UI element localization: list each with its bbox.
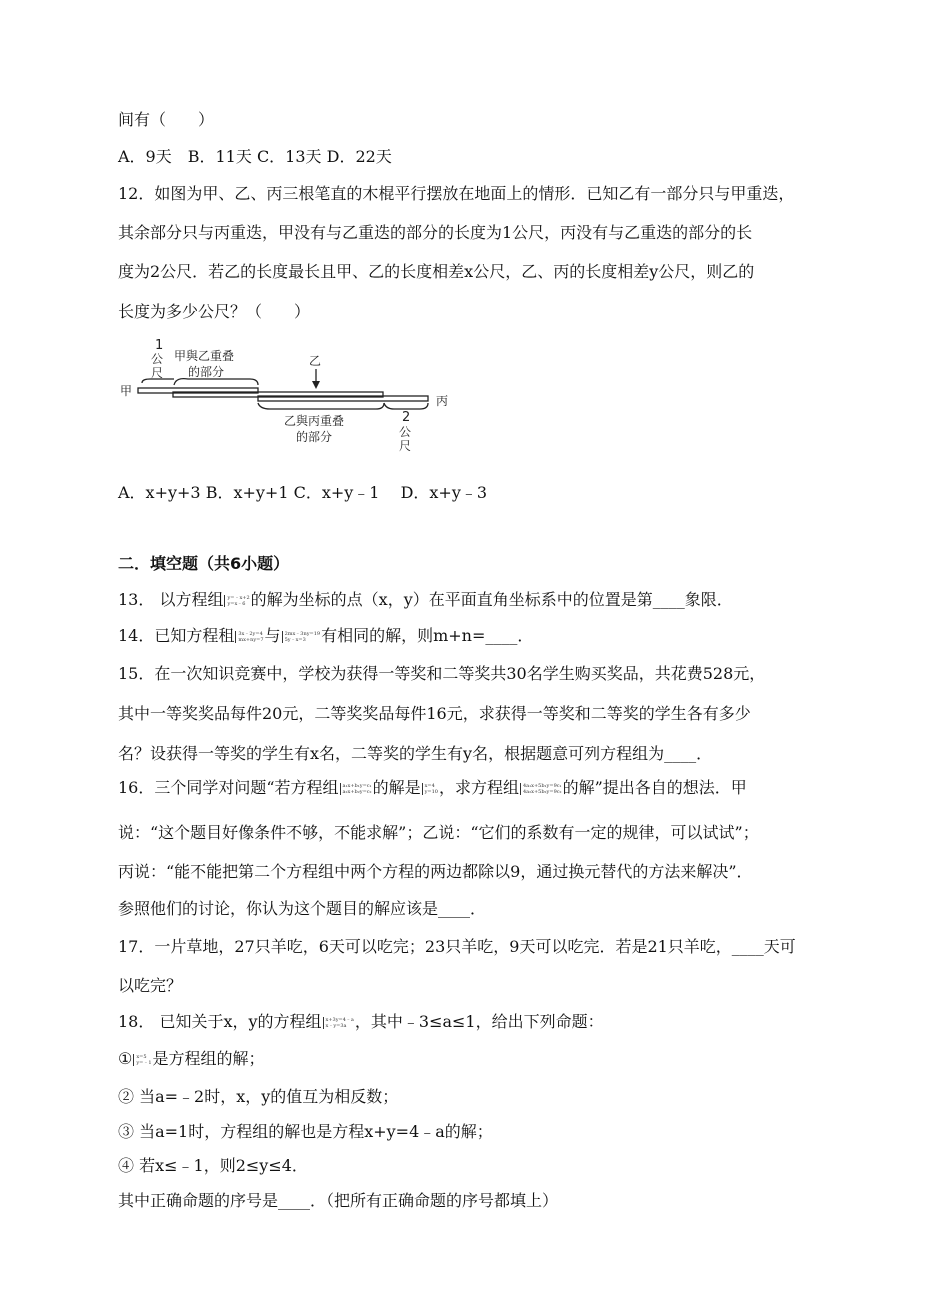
label-jy-overlap-1: 甲與乙重叠 <box>174 349 235 363</box>
q18-post: ，其中﹣3≤a≤1，给出下列命题： <box>354 1012 604 1031</box>
q18-pre: 18． 已知关于x，y的方程组 <box>118 1012 322 1031</box>
q18-eq2: x﹣y=3a <box>325 1022 347 1029</box>
q12-line2: 其余部分只与丙重迭，甲没有与乙重迭的部分的长度为1公尺，丙没有与乙重迭的部分的长 <box>118 223 753 242</box>
q12-options: A．x+y+3 B．x+y+1 C．x+y﹣1 D．x+y﹣3 <box>118 483 488 502</box>
q11-options: A．9天 B．11天 C．13天 D．22天 <box>118 147 392 166</box>
label-jia: 甲 <box>120 384 133 398</box>
q12-figure <box>118 335 463 455</box>
q16-post: 的解”提出各自的想法．甲 <box>562 778 747 797</box>
label-two: 2 <box>402 410 411 425</box>
q16-mid1: 的解是 <box>372 778 421 797</box>
q12-line4: 长度为多少公尺？（ ） <box>118 302 311 321</box>
q16-system3 <box>520 783 562 795</box>
q14-sys1-eq2: mx+ny=7 <box>238 636 264 643</box>
label-jy-overlap-2: 的部分 <box>188 365 225 379</box>
section-heading: 二．填空题（共6小题） <box>118 554 290 573</box>
q18-item1-system <box>133 1054 151 1066</box>
q16-sys1-eq1: a₁x+b₁y=c₁ <box>342 782 372 789</box>
q17-line1: 17．一片草地，27只羊吃，6天可以吃完；23只羊吃，9天可以吃完．若是21只羊吃，____天可 <box>118 937 796 956</box>
q16-sys3-eq2: 4a₂x+5b₂y=9c₂ <box>523 788 562 795</box>
q18-item2: ② 当a=﹣2时，x，y的值互为相反数； <box>118 1087 399 1106</box>
q14-sys2-eq1: 2mx﹣3ny=19 <box>284 630 321 637</box>
q12-line3: 度为2公尺．若乙的长度最长且甲、乙的长度相差x公尺，乙、丙的长度相差y公尺，则乙的 <box>118 262 755 281</box>
q14-system1 <box>235 631 263 643</box>
q17-line2: 以吃完？ <box>118 976 183 995</box>
q16-system2 <box>422 783 438 795</box>
q14-pre: 14．已知方程租 <box>118 626 235 645</box>
q11-tail: 间有（ ） <box>118 110 215 129</box>
label-one: 1 <box>155 338 164 353</box>
label-yi: 乙 <box>309 354 322 368</box>
q18-answer: 其中正确命题的序号是____．（把所有正确命题的序号都填上） <box>118 1191 559 1210</box>
q16-line4: 参照他们的讨论，你认为这个题目的解应该是____． <box>118 899 487 918</box>
q18-item1-eq2: y=﹣1 <box>136 1059 152 1066</box>
q16-line1 <box>118 777 747 799</box>
q18-item1-pre: ① <box>118 1049 133 1068</box>
q13-system <box>224 595 249 607</box>
q18-item1-eq1: x=5 <box>136 1053 147 1060</box>
q16-sys3-eq1: 4a₁x+5b₁y=9c₁ <box>523 782 562 789</box>
brace-jy <box>174 379 258 385</box>
q15-line2: 其中一等奖奖品每件20元，二等奖奖品每件16元，求获得一等奖和二等奖的学生各有多少 <box>118 704 751 723</box>
q18-system <box>323 1017 354 1029</box>
q18-stem <box>118 1011 604 1033</box>
q16-sys2-eq1: x=4 <box>424 782 435 789</box>
q14-sys1-eq1: 3x﹣2y=4 <box>238 630 263 637</box>
label-bing: 丙 <box>436 394 449 408</box>
q16-system1 <box>340 783 372 795</box>
q14-post: 有相同的解，则m+n=____． <box>321 626 534 645</box>
q16-sys2-eq2: y=10 <box>424 788 438 795</box>
q12-line1: 12．如图为甲、乙、丙三根笔直的木棍平行摆放在地面上的情形．已知乙有一部分只与甲重迭， <box>118 184 795 203</box>
q16-line3: 丙说：“能不能把第二个方程组中两个方程的两边都除以9，通过换元替代的方法来解决”． <box>118 862 753 881</box>
arrow-yi-head <box>312 381 320 389</box>
q15-line3: 名？设获得一等奖的学生有x名，二等奖的学生有y名，根据题意可列方程组为____． <box>118 744 713 763</box>
q15-line1: 15．在一次知识竞赛中，学校为获得一等奖和二等奖共30名学生购买奖品，共花费528元， <box>118 664 766 683</box>
q16-pre: 16．三个同学对问题“若方程组 <box>118 778 339 797</box>
label-yb-overlap-1: 乙與丙重叠 <box>284 414 345 428</box>
q13-eq1: y=﹣x+2 <box>227 594 250 601</box>
q16-line2: 说：“这个题目好像条件不够，不能求解”；乙说：“它们的系数有一定的规律，可以试试”； <box>118 823 759 842</box>
q18-item4: ④ 若x≤﹣1，则2≤y≤4． <box>118 1156 308 1175</box>
q13-pre: 13． 以方程组 <box>118 590 224 609</box>
label-yb-overlap-2: 的部分 <box>296 430 333 444</box>
q18-item1 <box>118 1048 265 1070</box>
q16-sys1-eq2: a₂x+b₂y=c₂ <box>342 788 372 795</box>
q13-post: 的解为坐标的点（x，y）在平面直角坐标系中的位置是第____象限． <box>250 590 733 609</box>
brace-yb <box>258 403 384 409</box>
q13-eq2: y=x﹣6 <box>227 600 246 607</box>
label-one-gong: 公 <box>151 352 164 366</box>
q18-item3: ③ 当a=1时，方程组的解也是方程x+y=4﹣a的解； <box>118 1122 493 1141</box>
q13 <box>118 589 733 611</box>
q18-item1-post: 是方程组的解； <box>152 1049 265 1068</box>
q14-mid: 与 <box>264 626 281 645</box>
brace-two <box>384 403 428 409</box>
q16-mid2: ，求方程组 <box>438 778 519 797</box>
label-one-chi: 尺 <box>151 366 164 380</box>
q18-eq1: x+3y=4﹣a <box>325 1016 354 1023</box>
label-two-gong: 公 <box>399 425 412 439</box>
q14-system2 <box>282 631 321 643</box>
q14 <box>118 625 533 647</box>
label-two-chi: 尺 <box>399 439 412 453</box>
q14-sys2-eq2: 5y﹣x=3 <box>284 636 306 643</box>
